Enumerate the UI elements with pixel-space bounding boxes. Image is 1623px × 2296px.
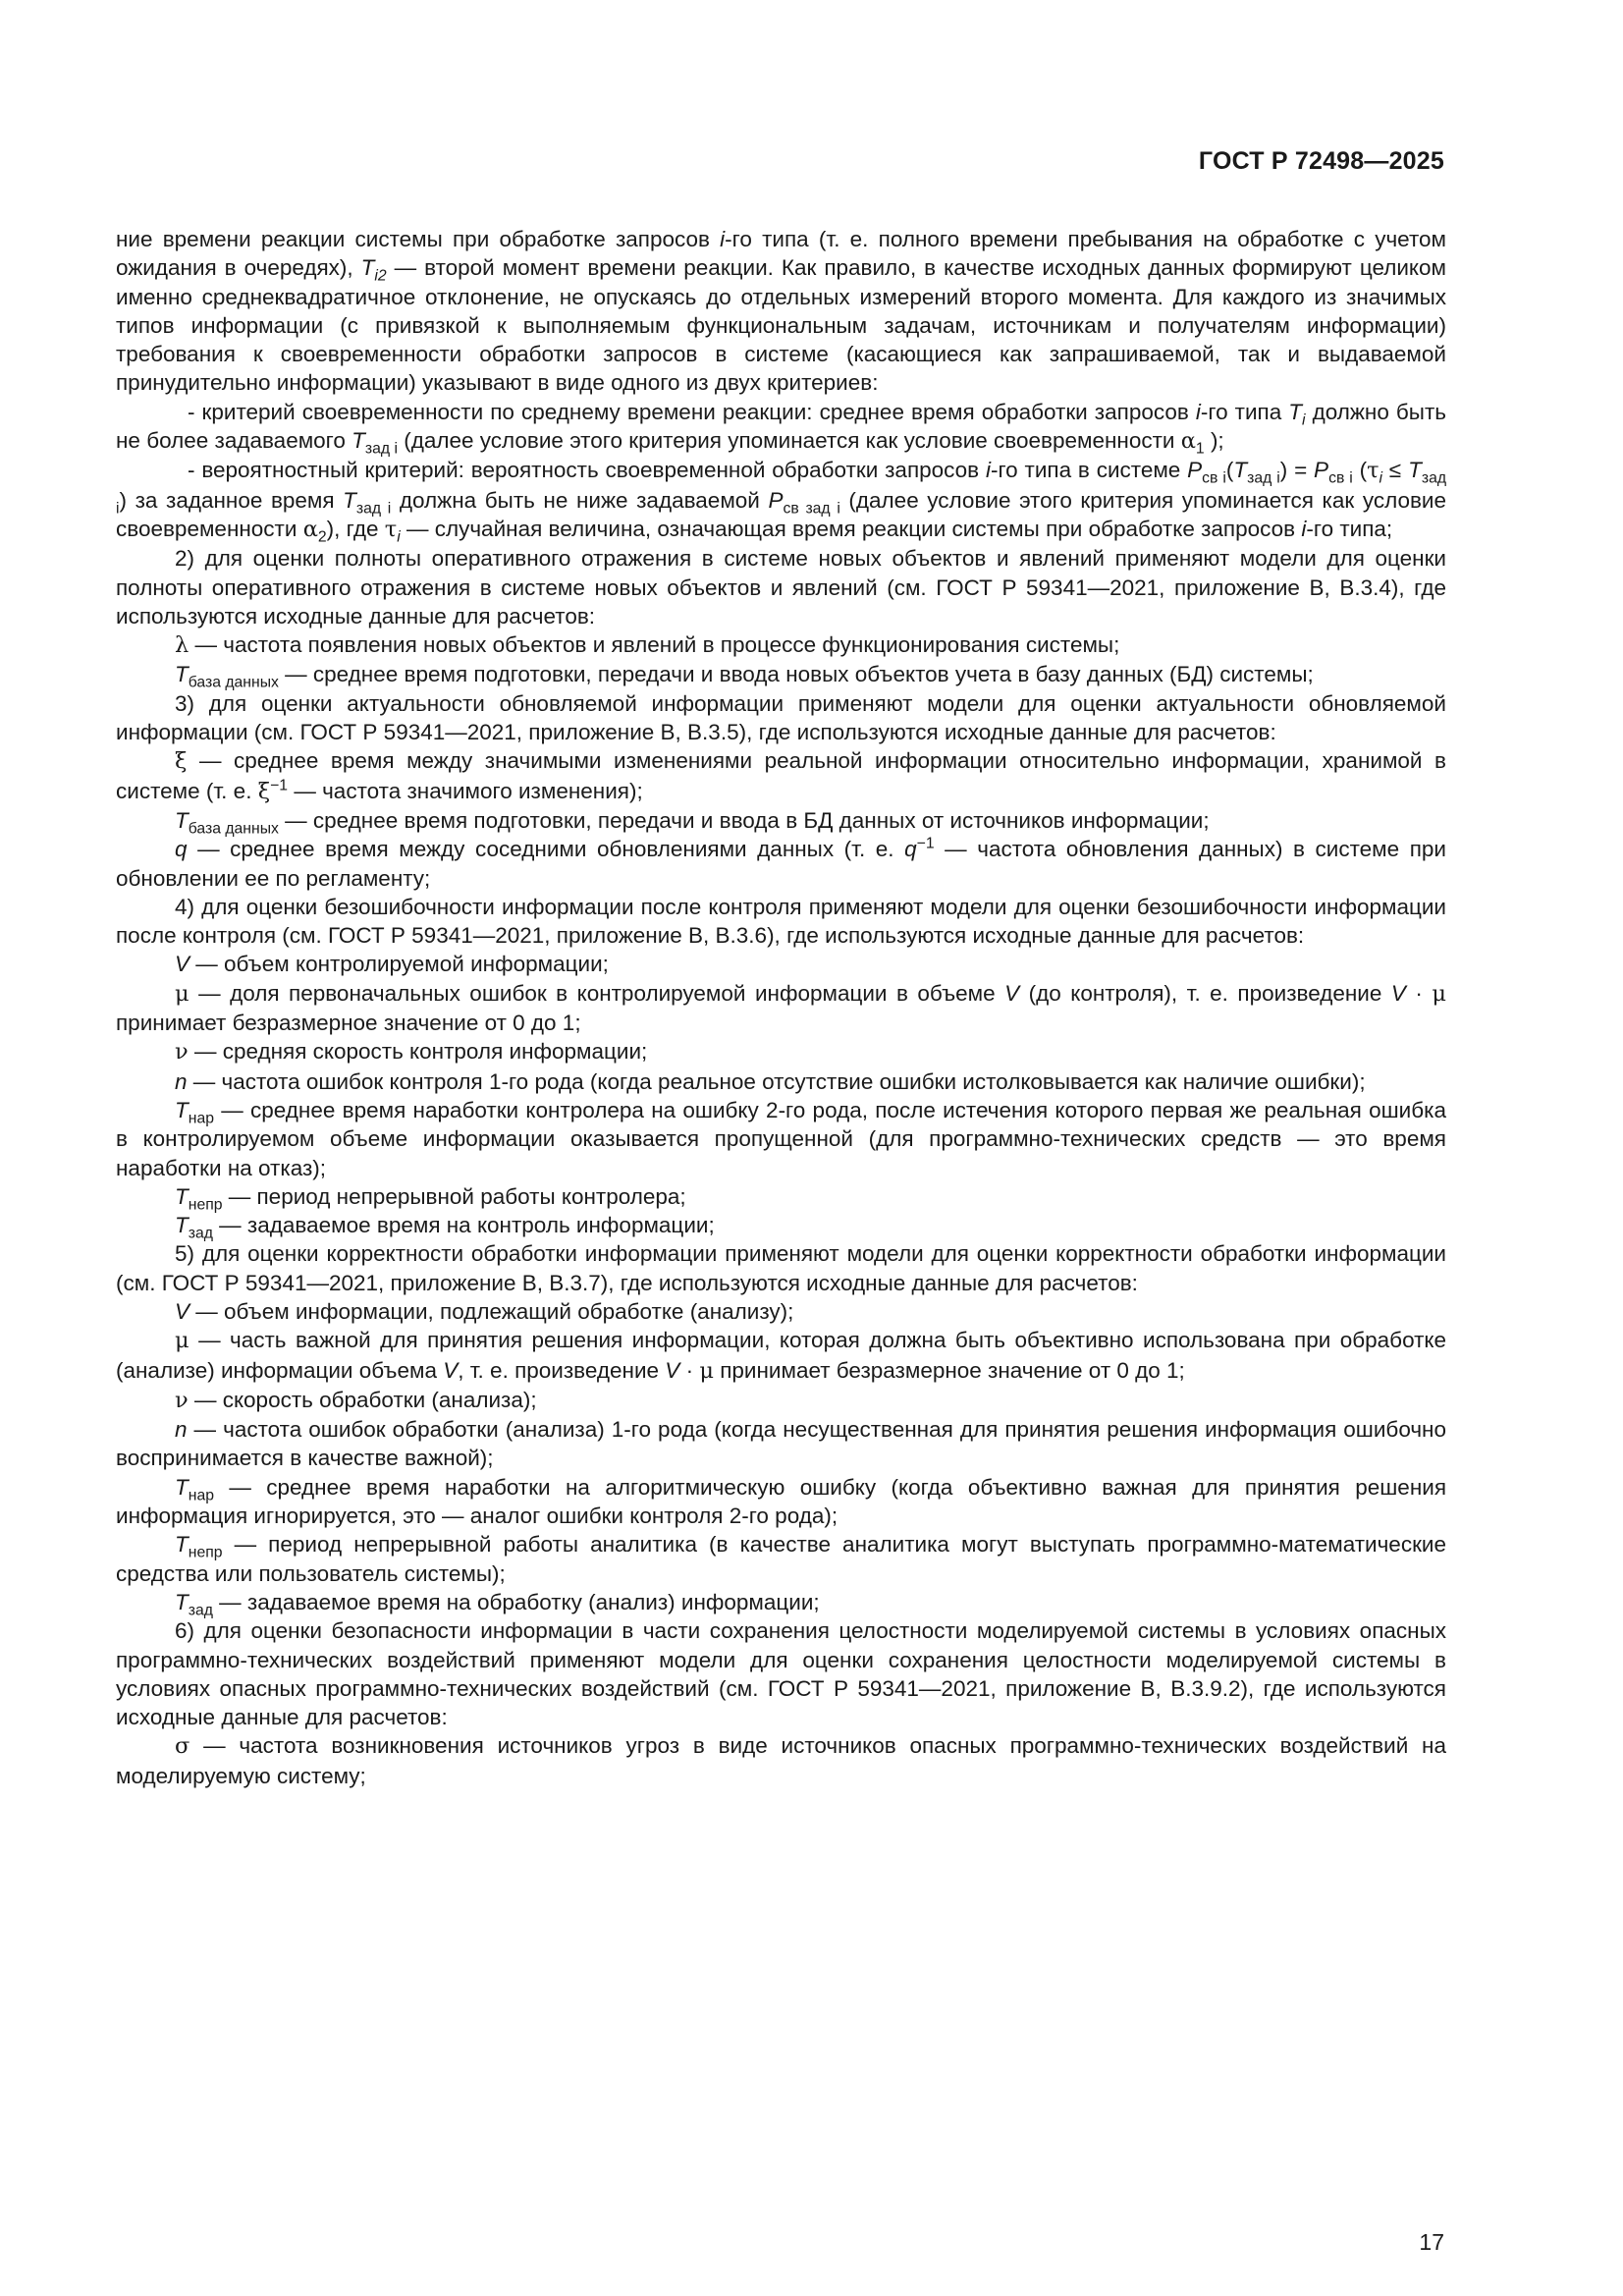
- definition: q — среднее время между соседними обновлениями данных (т. е. $q^{-1}$ — частота обновления данных) в системе при обновлении ее по регламенту;: [116, 835, 1446, 891]
- paragraph: 5) для оценки корректности обработки информации применяют модели для оценки корректности обработки информации (см. ГОСТ Р 59341—2021, приложение В, В.3.7), где используются исходные данные для расчетов:: [116, 1241, 1446, 1295]
- definition: $T_{нар}$ — среднее время наработки контролера на ошибку 2-го рода, после истечения которого первая же реальная ошибка в контролируемом объеме информации оказывается пропущенной (для программно-технических средств — это время наработки на отказ);: [116, 1097, 1446, 1180]
- definition: $T_{база данных}$ — среднее время подготовки, передачи и ввода новых объектов учета в базу данных (БД) системы;: [175, 662, 1314, 691]
- definition: ν — средняя скорость контроля информации;: [175, 1039, 648, 1066]
- definition: μ — часть важной для принятия решения информации, которая должна быть объективно использована при обработке (анализе) информации объема V, т. е. произведение V · μ принимает безразмерное значение от 0 до 1;: [116, 1328, 1446, 1384]
- page-number: 17: [1419, 2229, 1444, 2255]
- definition: $T_{непр}$ — период непрерывной работы аналитика (в качестве аналитика могут выступать программно-математические средства или пользователь системы);: [116, 1532, 1446, 1586]
- paragraph: 3) для оценки актуальности обновляемой информации применяют модели для оценки актуальности обновляемой информации (см. ГОСТ Р 59341—2021, приложение В, В.3.5), где используются исходные данные для расчетов:: [116, 690, 1446, 745]
- definition: $T_{зад}$ — задаваемое время на обработку (анализ) информации;: [175, 1589, 820, 1619]
- definition: σ — частота возникновения источников угроз в виде источников опасных программно-технических воздействий на моделируемую систему;: [116, 1733, 1446, 1788]
- definition: $T_{непр}$ — период непрерывной работы контролера;: [175, 1183, 686, 1214]
- definition: λ — частота появления новых объектов и явлений в процессе функционирования системы;: [175, 632, 1120, 659]
- definition: V — объем информации, подлежащий обработке (анализу);: [175, 1298, 794, 1324]
- paragraph: ние времени реакции системы при обработке запросов i-го типа (т. е. полного времени пребывания на обработке с учетом ожидания в очередях), $T_{i2}$ — второй момент времени реакции. Как правило, в качестве исходных данных формируют целиком именно среднеквадратичное отклонение, не опускаясь до отдельных измерений второго момента. Для каждого из значимых типов информации (с привязкой к выполняемым функциональным задачам, источникам и получателям информации) требования к своевременности обработки запросов в системе (касающиеся как запрашиваемой, так и выдаваемой принудительно информации) указывают в виде одного из двух критериев:: [116, 227, 1446, 396]
- criterion-1: - критерий своевременности по среднему времени реакции: среднее время обработки запросов i-го типа $T_i$ должно быть не более задаваемого $T_{зад i}$ (далее условие этого критерия упоминается как условие своевременности $\alpha_1$ );: [116, 399, 1446, 458]
- definition: n — частота ошибок обработки (анализа) 1-го рода (когда несущественная для принятия решения информация ошибочно воспринимается в качестве важной);: [116, 1417, 1446, 1471]
- definition: $T_{база данных}$ — среднее время подготовки, передачи и ввода в БД данных от источников информации;: [175, 807, 1210, 838]
- paragraph: 4) для оценки безошибочности информации после контроля применяют модели для оценки безошибочности информации после контроля (см. ГОСТ Р 59341—2021, приложение В, В.3.6), где используются исходные данные для расчетов:: [116, 894, 1446, 949]
- definition: V — объем контролируемой информации;: [175, 952, 609, 977]
- definition: μ — доля первоначальных ошибок в контролируемой информации в объеме V (до контроля), т. е. произведение V · μ принимает безразмерное значение от 0 до 1;: [116, 980, 1446, 1036]
- document-code-header: ГОСТ Р 72498—2025: [1198, 147, 1444, 175]
- definition: ξ — среднее время между значимыми изменениями реальной информации относительно информации, хранимой в системе (т. е. $\xi^{-1}$ — частота значимого изменения);: [116, 748, 1446, 804]
- paragraph: 2) для оценки полноты оперативного отражения в системе новых объектов и явлений применяют модели для оценки полноты оперативного отражения в системе новых объектов и явлений (см. ГОСТ Р 59341—2021, приложение В, В.3.4), где используются исходные данные для расчетов:: [116, 546, 1446, 629]
- definition: ν — скорость обработки (анализа);: [175, 1387, 537, 1413]
- body-text: [116, 225, 1446, 1790]
- definition: n — частота ошибок контроля 1-го рода (когда реальное отсутствие ошибки истолковывается как наличие ошибки);: [175, 1068, 1366, 1094]
- definition: $T_{нар}$ — среднее время наработки на алгоритмическую ошибку (когда объективно важная для принятия решения информация игнорируется, это — аналог ошибки контроля 2-го рода);: [116, 1474, 1446, 1529]
- paragraph: 6) для оценки безопасности информации в части сохранения целостности моделируемой системы в условиях опасных программно-технических воздействий применяют модели для оценки сохранения целостности моделируемой системы в условиях опасных программно-технических воздействий (см. ГОСТ Р 59341—2021, приложение В, В.3.9.2), где используются исходные данные для расчетов:: [116, 1618, 1446, 1730]
- definition: $T_{зад}$ — задаваемое время на контроль информации;: [175, 1213, 715, 1242]
- criterion-2: - вероятностный критерий: вероятность своевременной обработки запросов i-го типа в системе $P_{св i}(T_{зад i}) = P_{св i}$ $(\tau_i \le T_{зад i})$ за заданное время $T_{зад i}$ должна быть не ниже задаваемой $P_{св зад i}$ (далее условие этого критерия упоминается как условие своевременности $\alpha_2$), где $\tau_i$ — случайная величина, означающая время реакции системы при обработке запросов i-го типа;: [116, 458, 1447, 546]
